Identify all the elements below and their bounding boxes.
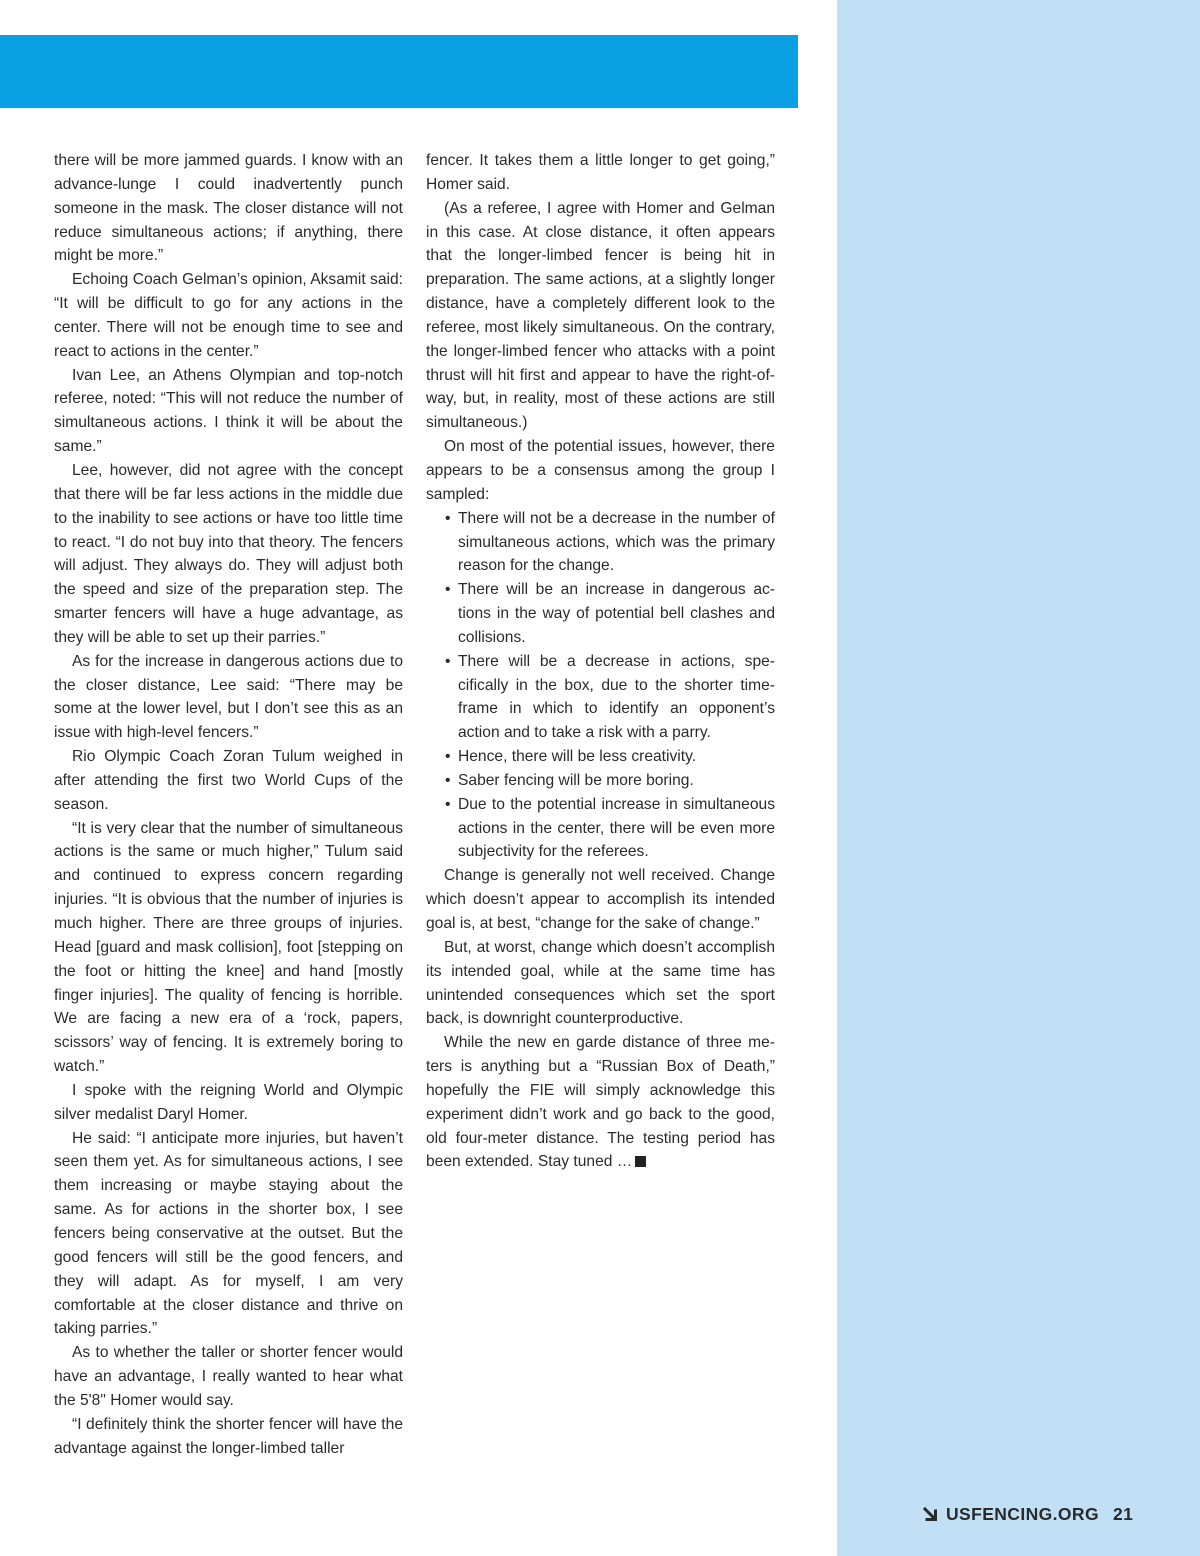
right-paragraphs-before [426, 149, 775, 507]
paragraph-text: “It is very clear that the number of simultaneous actions is the same or much higher,” Tulum said and continued to express concern regarding injuries. “It is obvious that the number of injuries is much higher. There are three groups of injuries. Head [guard and mask collision], foot [stepping on the foot or hitting the knee] and hand [mostly finger injuries]. The quality of fencing is horrible. We are facing a new era of a ‘rock, papers, scissors’ way of fencing. It is extremely boring to watch.” [54, 819, 403, 1076]
bullet-item [445, 507, 775, 579]
bullet-text: Hence, there will be less creativity. [458, 748, 697, 766]
paragraph-text: While the new en garde distance of three meters is anything but a “Russian Box of Death,” hopefully the FIE will simply acknowledge this experiment didn’t work and go back to the good, old four-meter distance. The testing period has been extended. Stay tuned … [426, 1034, 775, 1171]
paragraph [54, 1341, 403, 1413]
bullet-item [445, 650, 775, 745]
paragraph-text: On most of the potential issues, however, there appears to be a consensus among the group I sampled: [426, 438, 775, 503]
bullet-dot: • [445, 509, 451, 527]
article-column-right [426, 149, 775, 1174]
paragraph [54, 1079, 403, 1127]
paragraph [54, 817, 403, 1079]
bullet-text: Due to the potential increase in simultaneous actions in the center, there will be even more subjectivity for the referees. [458, 795, 775, 861]
paragraph [426, 1031, 775, 1174]
paragraph [54, 268, 403, 363]
bullet-text: There will be a decrease in actions, specifically in the box, due to the shorter timeframe in which to identify an opponent’s action and to take a risk with a parry. [458, 652, 775, 742]
bullet-item [445, 769, 775, 793]
paragraph-text: “I definitely think the shorter fencer will have the advantage against the longer-limbed taller [54, 1415, 403, 1457]
paragraph-text: Ivan Lee, an Athens Olympian and top-notch referee, noted: “This will not reduce the number of simultaneous actions. I think it will be about the same.” [54, 366, 403, 456]
bullet-item [445, 745, 775, 769]
paragraph-text: there will be more jammed guards. I know with an advance-lunge I could inadvertently punch someone in the mask. The closer distance will not reduce simultaneous actions; if anything, there might be more.” [54, 152, 403, 265]
paragraph-text: I spoke with the reigning World and Olympic silver medalist Daryl Homer. [54, 1081, 403, 1123]
paragraph [54, 1127, 403, 1342]
paragraph [54, 364, 403, 459]
paragraph-text: As for the increase in dangerous actions due to the closer distance, Lee said: “There may be some at the lower level, but I don’t see this as an issue with high-level fencers.” [54, 652, 403, 742]
bullet-dot: • [445, 771, 451, 789]
paragraph [426, 936, 775, 1031]
bullet-dot: • [445, 748, 451, 766]
paragraph [54, 745, 403, 817]
header-band [0, 35, 798, 108]
sidebar-panel [837, 0, 1200, 1556]
article-column-left [54, 149, 403, 1460]
bullet-text: There will not be a decrease in the number of simultaneous actions, which was the primary reason for the change. [458, 509, 775, 575]
paragraph [426, 197, 775, 435]
footer-site[interactable]: USFENCING.ORG [946, 1503, 1099, 1524]
paragraph [54, 149, 403, 268]
bullet-dot: • [445, 652, 451, 670]
paragraph [54, 459, 403, 650]
paragraph [426, 864, 775, 936]
paragraph-text: Lee, however, did not agree with the concept that there will be far less actions in the middle due to the inability to see actions or have too little time to react. “I do not buy into that theory. The fencers will adjust. They always do. They will adjust both the speed and size of the preparation step. The smarter fencers will have a huge advantage, as they will be able to set up their parries.” [54, 461, 403, 646]
paragraph [426, 149, 775, 197]
end-of-article-mark [635, 1156, 646, 1167]
bullet-item [445, 793, 775, 865]
bullet-list [426, 507, 775, 865]
page-number: 21 [1112, 1503, 1134, 1524]
paragraph-text: Echoing Coach Gelman’s opinion, Aksamit said: “It will be difficult to go for any actions in the center. There will not be enough time to see and react to actions in the center.” [54, 271, 403, 360]
paragraph-text: (As a referee, I agree with Homer and Gelman in this case. At close distance, it often appears that the longer-limbed fencer is being hit in preparation. The same actions, at a slightly longer distance, have a completely different look to the referee, most likely simultaneous. On the contrary, the longer-limbed fencer who attacks with a point thrust will hit first and appear to have the right-of-way, but, in reality, most of these actions are still simultaneous.) [426, 199, 775, 432]
bullet-text: Saber fencing will be more boring. [458, 771, 694, 789]
bullet-text: There will be an increase in dangerous actions in the way of potential bell clashes and collisions. [458, 581, 775, 646]
paragraph [54, 1413, 403, 1461]
paragraph-text: Rio Olympic Coach Zoran Tulum weighed in after attending the first two World Cups of the season. [54, 748, 403, 813]
paragraph-text: fencer. It takes them a little longer to get going,” Homer said. [426, 152, 775, 193]
paragraph [426, 435, 775, 507]
paragraph [54, 650, 403, 745]
bullet-dot: • [445, 581, 451, 599]
paragraph-text: Change is generally not well received. Change which doesn’t appear to accomplish its intended goal is, at best, “change for the sake of change.” [426, 867, 775, 932]
page-footer [922, 1502, 1133, 1526]
arrow-down-right-icon [922, 1506, 938, 1522]
paragraph-text: But, at worst, change which doesn’t accomplish its intended goal, while at the same time has unintended consequences which set the sport back, is downright counterproductive. [426, 938, 775, 1028]
bullet-item [445, 578, 775, 650]
paragraph-text: As to whether the taller or shorter fencer would have an advantage, I really wanted to hear what the 5'8" Homer would say. [54, 1344, 403, 1409]
paragraph-text: He said: “I anticipate more injuries, but haven’t seen them yet. As for simultaneous actions, I see them increasing or maybe staying about the same. As for actions in the shorter box, I see fencers being conservative at the outset. But the good fencers will still be the good fencers, and they will adapt. As for myself, I am very comfortable at the closer distance and thrive on taking parries.” [54, 1129, 403, 1338]
right-paragraphs-after [426, 864, 775, 1174]
bullet-dot: • [445, 795, 451, 813]
